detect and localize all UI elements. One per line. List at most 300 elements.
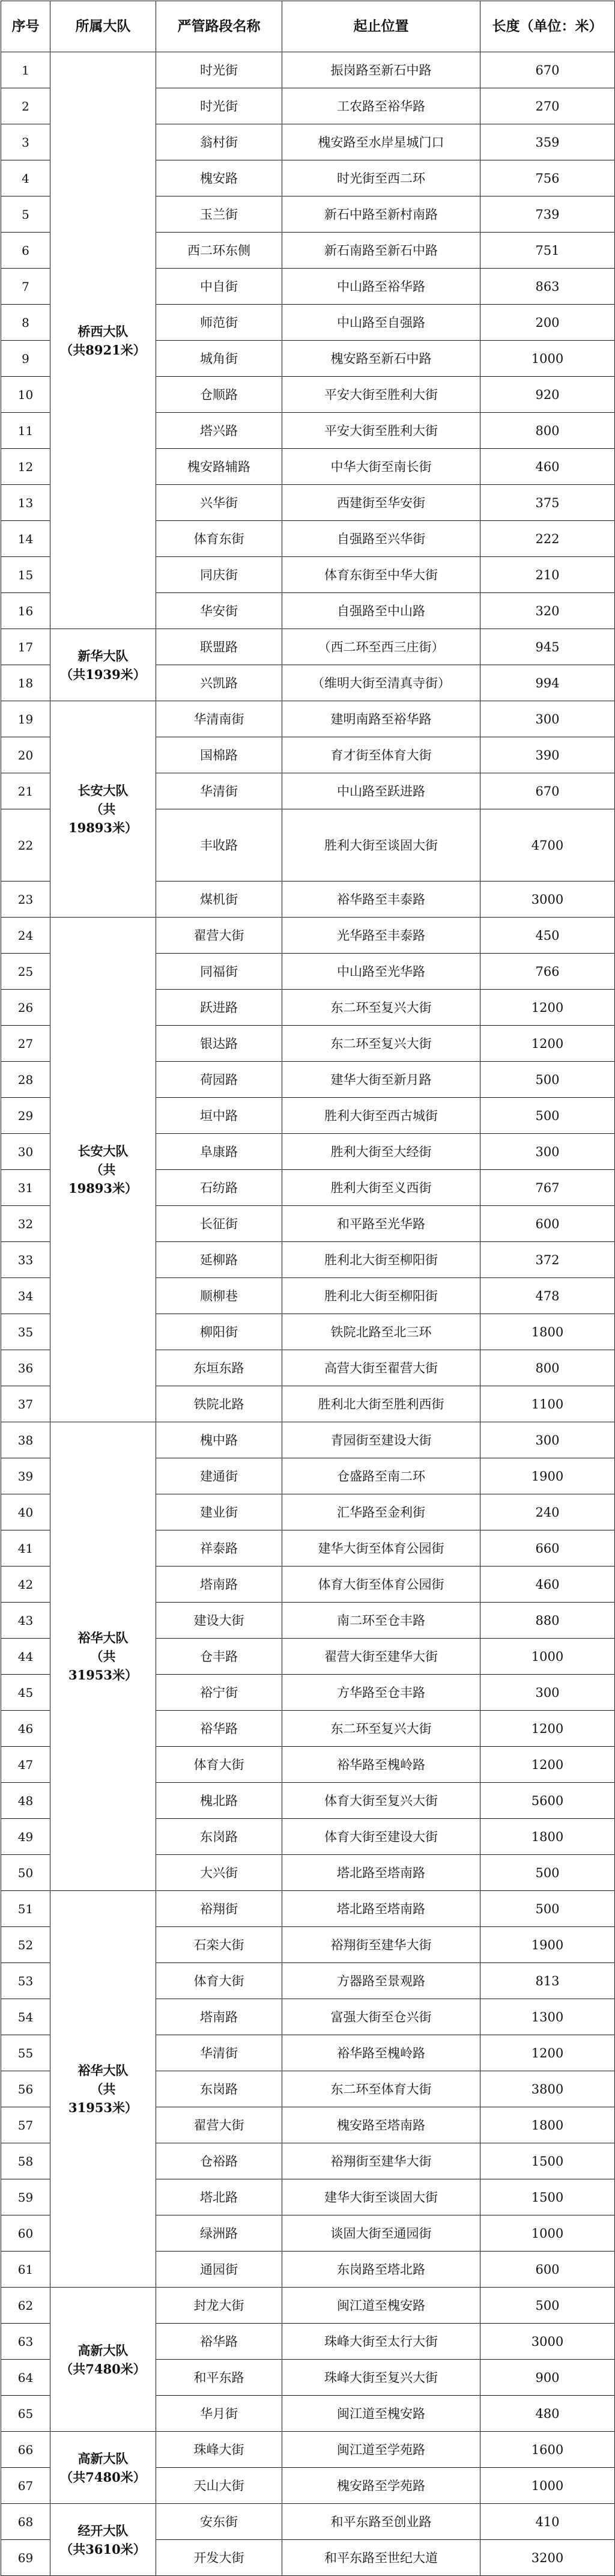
team-name-line: （共7480米） xyxy=(60,2469,146,2485)
road-length: 600 xyxy=(480,2252,615,2288)
road-length: 994 xyxy=(480,665,615,701)
table-body xyxy=(1,52,615,2576)
road-range: 建华大街至谈固大街 xyxy=(282,2179,480,2215)
road-name: 长征街 xyxy=(156,1206,282,1242)
road-length: 500 xyxy=(480,2288,615,2324)
row-index: 63 xyxy=(1,2324,50,2360)
road-name: 体育大街 xyxy=(156,1963,282,1999)
road-length: 270 xyxy=(480,88,615,124)
road-length: 1500 xyxy=(480,2179,615,2215)
road-name: 西二环东侧 xyxy=(156,233,282,269)
road-length: 670 xyxy=(480,773,615,809)
road-range: 方华路至仓丰路 xyxy=(282,1675,480,1711)
road-name: 东岗路 xyxy=(156,1819,282,1855)
row-index: 58 xyxy=(1,2143,50,2179)
road-length: 1200 xyxy=(480,2035,615,2071)
row-index: 50 xyxy=(1,1855,50,1891)
row-index: 37 xyxy=(1,1386,50,1422)
row-index: 53 xyxy=(1,1963,50,1999)
row-index: 49 xyxy=(1,1819,50,1855)
row-index: 5 xyxy=(1,196,50,233)
road-range: 珠峰大街至复兴大街 xyxy=(282,2360,480,2396)
row-index: 41 xyxy=(1,1530,50,1567)
road-length: 751 xyxy=(480,233,615,269)
road-length: 900 xyxy=(480,2360,615,2396)
table-row xyxy=(1,918,615,954)
road-name: 兴凯路 xyxy=(156,665,282,701)
road-range: 汇华路至金利街 xyxy=(282,1494,480,1530)
road-length: 670 xyxy=(480,52,615,88)
road-length: 767 xyxy=(480,1170,615,1206)
header-range: 起止位置 xyxy=(282,1,480,52)
road-name: 柳阳街 xyxy=(156,1314,282,1350)
road-range: 南二环至仓丰路 xyxy=(282,1603,480,1639)
road-length: 1900 xyxy=(480,1927,615,1963)
road-length: 1600 xyxy=(480,2432,615,2468)
row-index: 60 xyxy=(1,2215,50,2252)
road-name: 建业街 xyxy=(156,1494,282,1530)
road-name: 师范街 xyxy=(156,305,282,341)
road-name: 天山大街 xyxy=(156,2468,282,2504)
road-range: 和平东路至世纪大道 xyxy=(282,2540,480,2576)
row-index: 66 xyxy=(1,2432,50,2468)
road-range: 新石南路至新石中路 xyxy=(282,233,480,269)
row-index: 19 xyxy=(1,701,50,737)
road-range: 中山路至自强路 xyxy=(282,305,480,341)
team-name-line: 19893米） xyxy=(68,820,138,835)
road-name: 煤机街 xyxy=(156,882,282,918)
row-index: 35 xyxy=(1,1314,50,1350)
row-index: 10 xyxy=(1,377,50,413)
team-name-line: 裕华大队 xyxy=(77,1630,129,1645)
road-length: 450 xyxy=(480,918,615,954)
road-length: 1100 xyxy=(480,1386,615,1422)
road-name: 兴华街 xyxy=(156,485,282,521)
road-length: 375 xyxy=(480,485,615,521)
road-length: 660 xyxy=(480,1530,615,1567)
header-road-name: 严管路段名称 xyxy=(156,1,282,52)
table-row xyxy=(1,629,615,665)
road-name: 槐北路 xyxy=(156,1783,282,1819)
road-name: 东垣东路 xyxy=(156,1350,282,1386)
road-length: 500 xyxy=(480,1891,615,1927)
road-name: 延柳路 xyxy=(156,1242,282,1278)
road-name: 石栾大街 xyxy=(156,1927,282,1963)
road-range: 槐安路至水岸星城门口 xyxy=(282,124,480,160)
road-range: 胜利大街至大经街 xyxy=(282,1134,480,1170)
road-name: 华清街 xyxy=(156,773,282,809)
road-name: 华清街 xyxy=(156,2035,282,2071)
row-index: 7 xyxy=(1,269,50,305)
row-index: 46 xyxy=(1,1711,50,1747)
team-cell xyxy=(50,1422,156,1891)
row-index: 57 xyxy=(1,2107,50,2143)
road-range: 胜利大街至西古城街 xyxy=(282,1098,480,1134)
road-length: 320 xyxy=(480,593,615,629)
road-name: 塔兴路 xyxy=(156,413,282,449)
road-name: 通园街 xyxy=(156,2252,282,2288)
team-cell xyxy=(50,2288,156,2432)
road-name: 联盟路 xyxy=(156,629,282,665)
road-range: 东二环至复兴大街 xyxy=(282,990,480,1026)
road-name: 建设大街 xyxy=(156,1603,282,1639)
road-range: 闽江道至槐安路 xyxy=(282,2396,480,2432)
road-range: 富强大街至仓兴街 xyxy=(282,1999,480,2035)
row-index: 48 xyxy=(1,1783,50,1819)
road-length: 222 xyxy=(480,521,615,557)
road-name: 塔南路 xyxy=(156,1999,282,2035)
road-name: 开发大街 xyxy=(156,2540,282,2576)
road-range: 中山路至裕华路 xyxy=(282,269,480,305)
road-name: 塔南路 xyxy=(156,1567,282,1603)
road-name: 仓丰路 xyxy=(156,1639,282,1675)
road-name: 时光街 xyxy=(156,52,282,88)
row-index: 59 xyxy=(1,2179,50,2215)
team-name-line: 19893米） xyxy=(68,1181,138,1196)
road-range: 胜利北大街至胜利西街 xyxy=(282,1386,480,1422)
road-range: 和平路至光华路 xyxy=(282,1206,480,1242)
road-range: 胜利大街至谈固大街 xyxy=(282,809,480,882)
road-range: 塔北路至塔南路 xyxy=(282,1891,480,1927)
row-index: 27 xyxy=(1,1026,50,1062)
road-range: 高营大街至翟营大街 xyxy=(282,1350,480,1386)
team-name-line: 长安大队 xyxy=(77,1143,129,1159)
row-index: 6 xyxy=(1,233,50,269)
road-length: 1800 xyxy=(480,1819,615,1855)
row-index: 16 xyxy=(1,593,50,629)
table-row xyxy=(1,1891,615,1927)
team-name-line: 31953米） xyxy=(68,2100,138,2115)
road-name: 同庆街 xyxy=(156,557,282,593)
road-length: 1200 xyxy=(480,1747,615,1783)
road-name: 封龙大街 xyxy=(156,2288,282,2324)
road-length: 300 xyxy=(480,1675,615,1711)
team-name-line: （共 xyxy=(90,1649,116,1664)
road-length: 813 xyxy=(480,1963,615,1999)
road-name: 华月街 xyxy=(156,2396,282,2432)
team-name-line: 高新大队 xyxy=(77,2342,129,2358)
row-index: 12 xyxy=(1,449,50,485)
road-length: 766 xyxy=(480,954,615,990)
road-range: 育才街至体育大街 xyxy=(282,737,480,773)
road-range: 振岗路至新石中路 xyxy=(282,52,480,88)
road-name: 国棉路 xyxy=(156,737,282,773)
road-range: （维明大街至清真寺街） xyxy=(282,665,480,701)
road-name: 槐安路 xyxy=(156,160,282,196)
road-range: 裕华路至槐岭路 xyxy=(282,1747,480,1783)
road-range: 塔北路至塔南路 xyxy=(282,1855,480,1891)
road-range: 铁院北路至北三环 xyxy=(282,1314,480,1350)
road-name: 丰收路 xyxy=(156,809,282,882)
road-range: 光华路至丰泰路 xyxy=(282,918,480,954)
road-length: 1200 xyxy=(480,1026,615,1062)
road-length: 390 xyxy=(480,737,615,773)
road-range: 闽江道至槐安路 xyxy=(282,2288,480,2324)
road-range: 东二环至复兴大街 xyxy=(282,1711,480,1747)
road-length: 200 xyxy=(480,305,615,341)
road-length: 410 xyxy=(480,2504,615,2540)
road-length: 600 xyxy=(480,1206,615,1242)
road-name: 翁村街 xyxy=(156,124,282,160)
row-index: 9 xyxy=(1,341,50,377)
road-range: 谈固大街至通园街 xyxy=(282,2215,480,2252)
road-name: 体育东街 xyxy=(156,521,282,557)
road-range: 东岗路至塔北路 xyxy=(282,2252,480,2288)
header-index: 序号 xyxy=(1,1,50,52)
road-range: 新石中路至新村南路 xyxy=(282,196,480,233)
row-index: 39 xyxy=(1,1458,50,1494)
road-length: 945 xyxy=(480,629,615,665)
road-name: 建通街 xyxy=(156,1458,282,1494)
row-index: 25 xyxy=(1,954,50,990)
road-name: 翟营大街 xyxy=(156,918,282,954)
road-name: 顺柳巷 xyxy=(156,1278,282,1314)
road-name: 绿洲路 xyxy=(156,2215,282,2252)
road-range: 建华大街至体育公园街 xyxy=(282,1530,480,1567)
road-range: 建华大街至新月路 xyxy=(282,1062,480,1098)
row-index: 62 xyxy=(1,2288,50,2324)
road-name: 仓顺路 xyxy=(156,377,282,413)
road-range: 建明南路至裕华路 xyxy=(282,701,480,737)
road-range: 体育大街至复兴大街 xyxy=(282,1783,480,1819)
team-name-line: （共8921米） xyxy=(60,342,146,358)
road-name: 裕翔街 xyxy=(156,1891,282,1927)
road-range: 青园街至建设大街 xyxy=(282,1422,480,1458)
road-length: 478 xyxy=(480,1278,615,1314)
road-length: 1800 xyxy=(480,1314,615,1350)
road-range: 槐安路至新石中路 xyxy=(282,341,480,377)
table-row xyxy=(1,1422,615,1458)
road-range: 西建街至华安街 xyxy=(282,485,480,521)
row-index: 22 xyxy=(1,809,50,882)
road-name: 安东街 xyxy=(156,2504,282,2540)
team-name-line: （共3610米） xyxy=(60,2541,146,2557)
road-range: 裕华路至丰泰路 xyxy=(282,882,480,918)
road-length: 4700 xyxy=(480,809,615,882)
team-name-line: （共 xyxy=(90,1162,116,1177)
road-length: 240 xyxy=(480,1494,615,1530)
team-cell xyxy=(50,701,156,918)
row-index: 34 xyxy=(1,1278,50,1314)
road-length: 3800 xyxy=(480,2071,615,2107)
road-range: 体育大街至体育公园街 xyxy=(282,1567,480,1603)
road-name: 珠峰大街 xyxy=(156,2432,282,2468)
road-length: 500 xyxy=(480,1098,615,1134)
row-index: 3 xyxy=(1,124,50,160)
road-name: 仓裕路 xyxy=(156,2143,282,2179)
row-index: 47 xyxy=(1,1747,50,1783)
row-index: 2 xyxy=(1,88,50,124)
table-row xyxy=(1,701,615,737)
road-length: 500 xyxy=(480,1855,615,1891)
team-name-line: 长安大队 xyxy=(77,783,129,798)
road-name: 裕华路 xyxy=(156,2324,282,2360)
road-name: 铁院北路 xyxy=(156,1386,282,1422)
road-table xyxy=(1,1,615,2576)
row-index: 28 xyxy=(1,1062,50,1098)
road-range: 和平东路至创业路 xyxy=(282,2504,480,2540)
table-row xyxy=(1,2504,615,2540)
road-length: 480 xyxy=(480,2396,615,2432)
row-index: 26 xyxy=(1,990,50,1026)
road-length: 800 xyxy=(480,1350,615,1386)
road-range: 中山路至跃进路 xyxy=(282,773,480,809)
row-index: 17 xyxy=(1,629,50,665)
road-range: 闽江道至学苑路 xyxy=(282,2432,480,2468)
team-cell xyxy=(50,1891,156,2288)
team-name-line: （共7480米） xyxy=(60,2361,146,2377)
row-index: 61 xyxy=(1,2252,50,2288)
road-range: 时光街至西二环 xyxy=(282,160,480,196)
table-row xyxy=(1,2288,615,2324)
road-name: 石纺路 xyxy=(156,1170,282,1206)
row-index: 45 xyxy=(1,1675,50,1711)
road-range: 中华大街至南长街 xyxy=(282,449,480,485)
road-length: 1000 xyxy=(480,1639,615,1675)
road-name: 华安街 xyxy=(156,593,282,629)
road-range: 槐安路至学苑路 xyxy=(282,2468,480,2504)
road-name: 大兴街 xyxy=(156,1855,282,1891)
road-name: 荷园路 xyxy=(156,1062,282,1098)
row-index: 55 xyxy=(1,2035,50,2071)
road-name: 裕华路 xyxy=(156,1711,282,1747)
road-name: 阜康路 xyxy=(156,1134,282,1170)
table-row xyxy=(1,52,615,88)
road-length: 300 xyxy=(480,701,615,737)
road-range: 方器路至景观路 xyxy=(282,1963,480,1999)
road-name: 中自街 xyxy=(156,269,282,305)
road-range: 平安大街至胜利大街 xyxy=(282,413,480,449)
road-name: 垣中路 xyxy=(156,1098,282,1134)
road-name: 跃进路 xyxy=(156,990,282,1026)
row-index: 52 xyxy=(1,1927,50,1963)
road-length: 863 xyxy=(480,269,615,305)
team-name-line: 高新大队 xyxy=(77,2450,129,2466)
road-length: 210 xyxy=(480,557,615,593)
road-length: 1900 xyxy=(480,1458,615,1494)
road-range: 自强路至兴华街 xyxy=(282,521,480,557)
table-row xyxy=(1,2432,615,2468)
road-name: 体育大街 xyxy=(156,1747,282,1783)
road-name: 东岗路 xyxy=(156,2071,282,2107)
team-cell xyxy=(50,2504,156,2576)
team-cell xyxy=(50,918,156,1422)
team-name-line: 新华大队 xyxy=(77,648,129,663)
road-length: 300 xyxy=(480,1134,615,1170)
road-length: 359 xyxy=(480,124,615,160)
road-name: 祥泰路 xyxy=(156,1530,282,1567)
road-length: 1000 xyxy=(480,341,615,377)
road-range: （西二环至西三庄街） xyxy=(282,629,480,665)
road-length: 880 xyxy=(480,1603,615,1639)
road-name: 时光街 xyxy=(156,88,282,124)
team-cell xyxy=(50,2432,156,2504)
row-index: 67 xyxy=(1,2468,50,2504)
road-length: 372 xyxy=(480,1242,615,1278)
row-index: 31 xyxy=(1,1170,50,1206)
road-length: 739 xyxy=(480,196,615,233)
row-index: 44 xyxy=(1,1639,50,1675)
road-range: 裕华路至槐岭路 xyxy=(282,2035,480,2071)
header-row xyxy=(1,1,615,52)
row-index: 42 xyxy=(1,1567,50,1603)
road-length: 500 xyxy=(480,1062,615,1098)
row-index: 30 xyxy=(1,1134,50,1170)
road-length: 1800 xyxy=(480,2107,615,2143)
team-cell xyxy=(50,52,156,629)
road-length: 3000 xyxy=(480,2324,615,2360)
row-index: 69 xyxy=(1,2540,50,2576)
road-name: 银达路 xyxy=(156,1026,282,1062)
row-index: 4 xyxy=(1,160,50,196)
row-index: 43 xyxy=(1,1603,50,1639)
road-name: 槐安路辅路 xyxy=(156,449,282,485)
row-index: 29 xyxy=(1,1098,50,1134)
row-index: 15 xyxy=(1,557,50,593)
road-range: 东二环至复兴大街 xyxy=(282,1026,480,1062)
team-name-line: （共 xyxy=(90,2081,116,2096)
row-index: 8 xyxy=(1,305,50,341)
road-length: 800 xyxy=(480,413,615,449)
road-name: 裕宁街 xyxy=(156,1675,282,1711)
road-length: 920 xyxy=(480,377,615,413)
row-index: 65 xyxy=(1,2396,50,2432)
road-length: 1300 xyxy=(480,1999,615,2035)
road-range: 珠峰大街至太行大街 xyxy=(282,2324,480,2360)
row-index: 21 xyxy=(1,773,50,809)
row-index: 11 xyxy=(1,413,50,449)
road-range: 翟营大街至建华大街 xyxy=(282,1639,480,1675)
road-range: 仓盛路至南二环 xyxy=(282,1458,480,1494)
row-index: 23 xyxy=(1,882,50,918)
road-range: 东二环至体育大街 xyxy=(282,2071,480,2107)
road-name: 和平东路 xyxy=(156,2360,282,2396)
road-range: 胜利大街至义西街 xyxy=(282,1170,480,1206)
team-name-line: 经开大队 xyxy=(77,2523,129,2538)
road-length: 756 xyxy=(480,160,615,196)
road-range: 自强路至中山路 xyxy=(282,593,480,629)
row-index: 40 xyxy=(1,1494,50,1530)
road-name: 城角街 xyxy=(156,341,282,377)
row-index: 24 xyxy=(1,918,50,954)
row-index: 18 xyxy=(1,665,50,701)
road-length: 1000 xyxy=(480,2468,615,2504)
road-length: 1200 xyxy=(480,1711,615,1747)
road-length: 1000 xyxy=(480,2215,615,2252)
road-length: 300 xyxy=(480,1422,615,1458)
road-name: 玉兰街 xyxy=(156,196,282,233)
row-index: 33 xyxy=(1,1242,50,1278)
row-index: 13 xyxy=(1,485,50,521)
header-team: 所属大队 xyxy=(50,1,156,52)
row-index: 68 xyxy=(1,2504,50,2540)
road-name: 华清南街 xyxy=(156,701,282,737)
road-length: 1500 xyxy=(480,2143,615,2179)
road-length: 460 xyxy=(480,1567,615,1603)
row-index: 51 xyxy=(1,1891,50,1927)
road-length: 3200 xyxy=(480,2540,615,2576)
team-name-line: （共 xyxy=(90,802,116,817)
team-name-line: 桥西大队 xyxy=(77,323,129,339)
team-name-line: 31953米） xyxy=(68,1667,138,1682)
row-index: 56 xyxy=(1,2071,50,2107)
road-range: 裕翔街至建华大街 xyxy=(282,2143,480,2179)
road-range: 胜利北大街至柳阳街 xyxy=(282,1278,480,1314)
team-name-line: （共1939米） xyxy=(60,666,146,682)
row-index: 38 xyxy=(1,1422,50,1458)
row-index: 64 xyxy=(1,2360,50,2396)
road-range: 工农路至裕华路 xyxy=(282,88,480,124)
